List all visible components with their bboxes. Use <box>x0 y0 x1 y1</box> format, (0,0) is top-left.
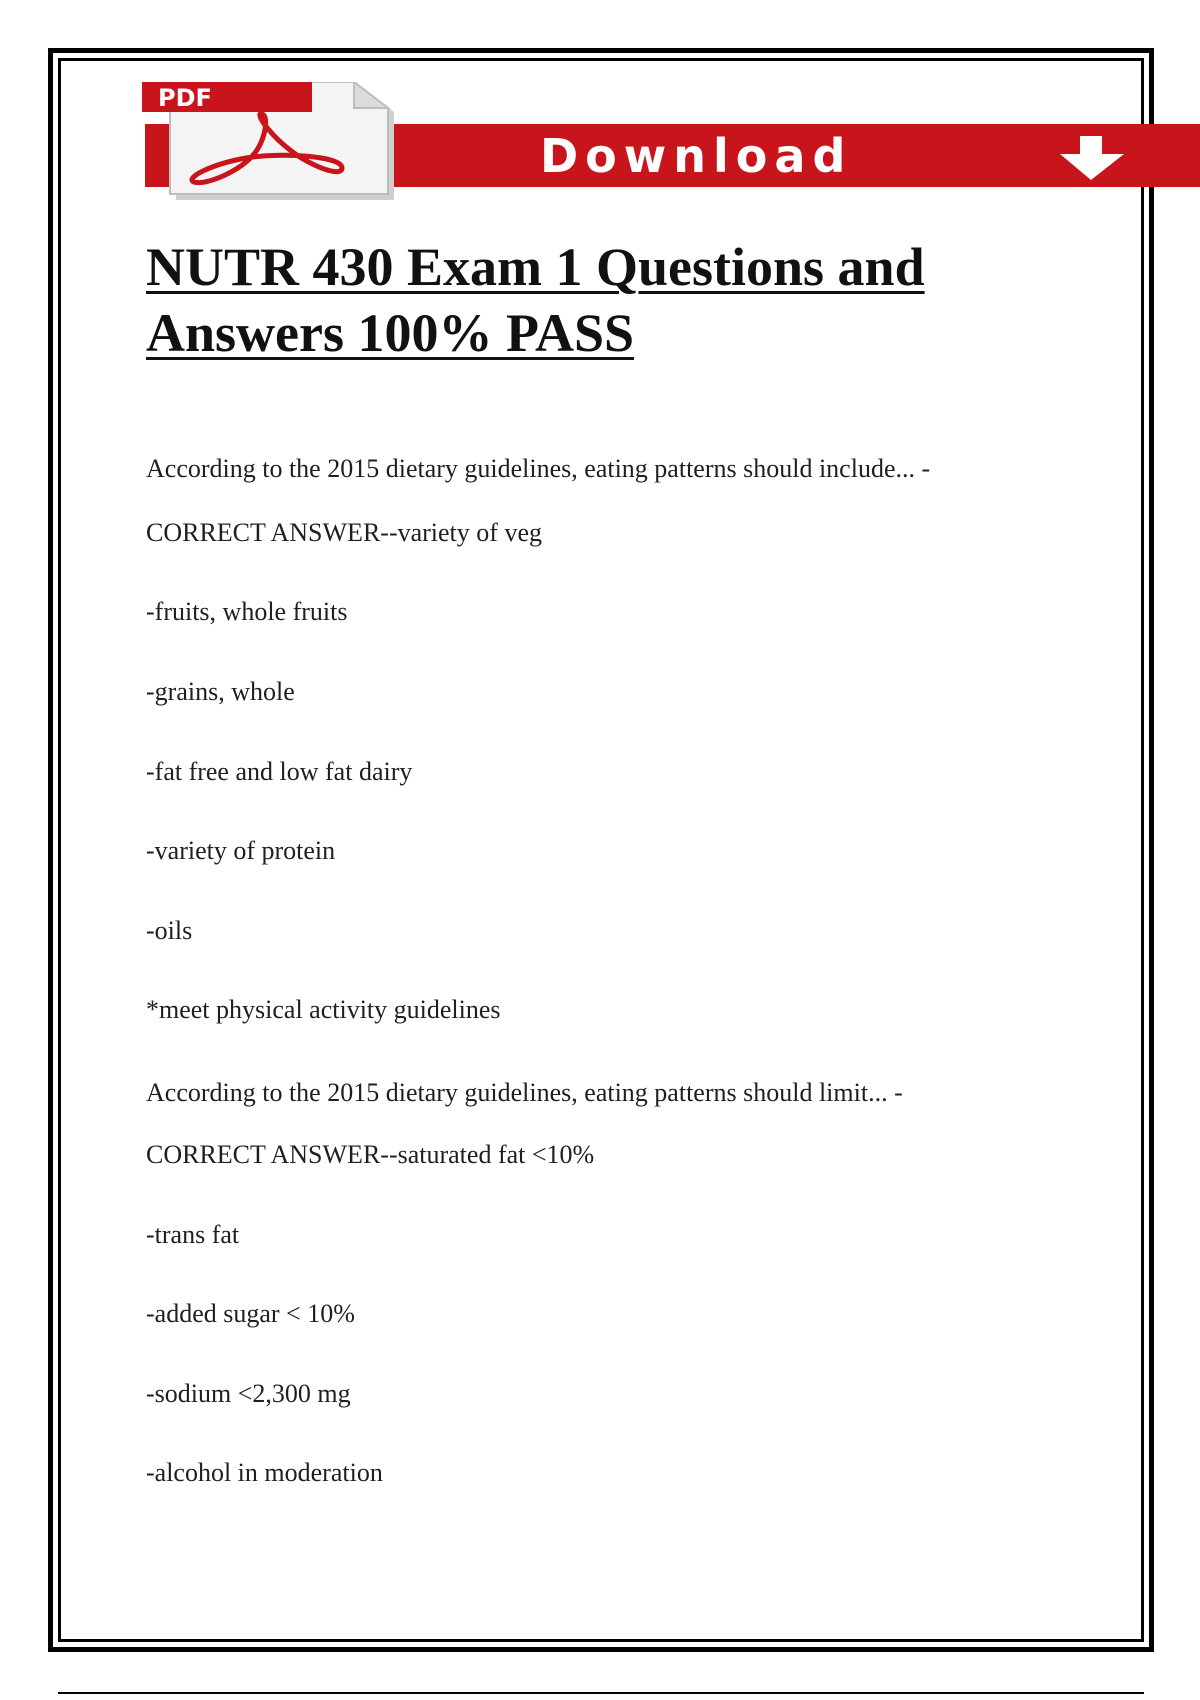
download-label[interactable]: Download <box>540 129 853 183</box>
answer-item: -oils <box>146 916 193 945</box>
page-title <box>146 234 1046 366</box>
answer-item: -grains, whole <box>146 677 295 706</box>
pdf-document-icon[interactable] <box>142 82 414 200</box>
answer-item: -fat free and low fat dairy <box>146 757 413 786</box>
page-bottom-rule <box>58 1692 1144 1694</box>
question-1-text: According to the 2015 dietary guidelines, eating patterns should include... - <box>146 454 931 483</box>
answer-item: -sodium <2,300 mg <box>146 1379 351 1408</box>
pdf-label: PDF <box>158 84 212 112</box>
answer-item: -fruits, whole fruits <box>146 597 348 626</box>
arrow-down-icon[interactable] <box>1050 136 1134 180</box>
question-2-answer: CORRECT ANSWER--saturated fat <10% <box>146 1140 595 1169</box>
page-title-line-1: NUTR 430 Exam 1 Questions and <box>146 237 925 297</box>
page-title-line-2: Answers 100% PASS <box>146 303 635 363</box>
answer-item: -alcohol in moderation <box>146 1458 383 1487</box>
answer-item: -added sugar < 10% <box>146 1299 355 1328</box>
answer-item: *meet physical activity guidelines <box>146 995 501 1024</box>
question-2-text: According to the 2015 dietary guidelines, eating patterns should limit... - <box>146 1078 903 1107</box>
question-1-answer: CORRECT ANSWER--variety of veg <box>146 518 542 547</box>
answer-item: -trans fat <box>146 1220 240 1249</box>
answer-item: -variety of protein <box>146 836 336 865</box>
